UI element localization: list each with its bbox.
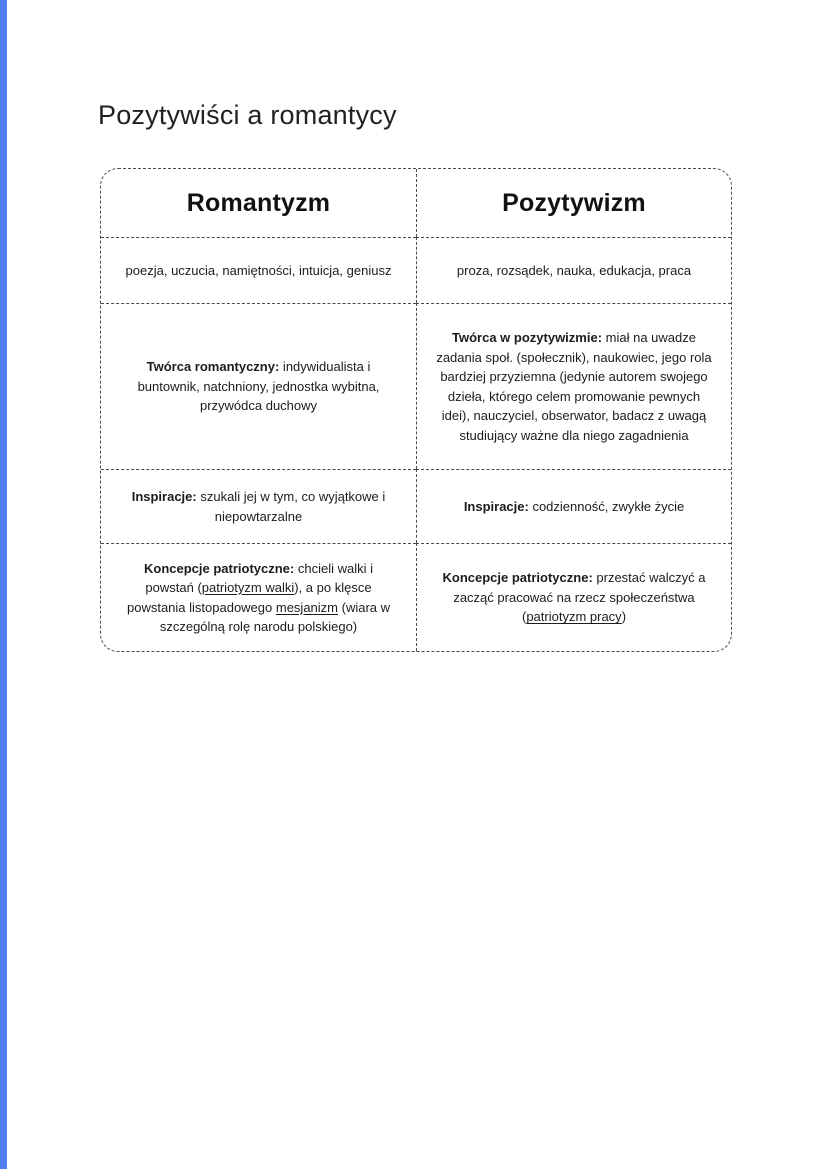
cell-romantyzm-tworca: [101, 303, 416, 469]
header-pozytywizm-label: Pozytywizm: [502, 188, 646, 217]
comparison-table: [100, 168, 732, 652]
cell-text-segment: codzienność, zwykłe życie: [528, 498, 685, 514]
cell-text: [119, 487, 398, 526]
cell-text: [464, 497, 684, 517]
cell-text-segment: Koncepcje patriotyczne:: [143, 560, 295, 576]
cell-text-segment: przestać walczyć a zacząć pracować na rzecz społeczeństwa (: [453, 570, 706, 625]
cell-text-segment: patriotyzm walki: [201, 580, 295, 595]
cell-text-segment: miał na uwadze zadania społ. (społecznik), naukowiec, jego rola bardziej przyziemna (jedynie autorem swojego dzieła, którego celem promowanie pewnych idei), nauczyciel, obserwator, badacz z uwagą studiujący ważne dla niego zagadnienia: [436, 330, 712, 443]
header-romantyzm: [101, 169, 416, 237]
cell-pozytywizm-koncepcje: [416, 543, 731, 651]
cell-text-segment: Inspiracje:: [463, 498, 529, 514]
page-title: Pozytywiści a romantycy: [98, 100, 397, 130]
cell-text: [435, 328, 713, 445]
cell-text: [126, 261, 392, 281]
header-romantyzm-label: Romantyzm: [186, 188, 331, 217]
cell-romantyzm-cechy: [101, 237, 416, 303]
cell-text: [119, 559, 398, 637]
cell-text-segment: Inspiracje:: [131, 489, 197, 504]
header-pozytywizm: [416, 169, 731, 237]
cell-romantyzm-inspiracje: [101, 469, 416, 543]
cell-text-segment: indywidualista i buntownik, natchniony, jednostka wybitna, przywódca duchowy: [137, 359, 380, 414]
page-edge-accent: [0, 0, 7, 1169]
cell-text-segment: patriotyzm pracy: [526, 609, 622, 625]
cell-text-segment: (wiara w szczególną rolę narodu polskiego): [159, 599, 391, 634]
cell-text: [119, 357, 398, 416]
cell-text-segment: mesjanizm: [275, 599, 338, 615]
cell-text-segment: ), a po klęsce powstania listopadowego: [126, 580, 372, 615]
cell-text-segment: ): [621, 609, 627, 625]
cell-text-segment: poezja, uczucia, namiętności, intuicja, geniusz: [125, 262, 392, 278]
cell-pozytywizm-inspiracje: [416, 469, 731, 543]
cell-text-segment: Twórca w pozytywizmie:: [452, 330, 603, 345]
cell-text-segment: Twórca romantyczny:: [146, 359, 280, 375]
cell-pozytywizm-cechy: [416, 237, 731, 303]
cell-text-segment: proza, rozsądek, nauka, edukacja, praca: [456, 262, 692, 278]
cell-text: [457, 261, 691, 281]
cell-romantyzm-koncepcje: [101, 543, 416, 651]
cell-text-segment: Koncepcje patriotyczne:: [442, 570, 593, 586]
cell-text: [435, 568, 713, 627]
cell-pozytywizm-tworca: [416, 303, 731, 469]
cell-text-segment: chcieli walki i powstań (: [145, 560, 373, 595]
cell-text-segment: szukali jej w tym, co wyjątkowe i niepowtarzalne: [196, 489, 386, 524]
